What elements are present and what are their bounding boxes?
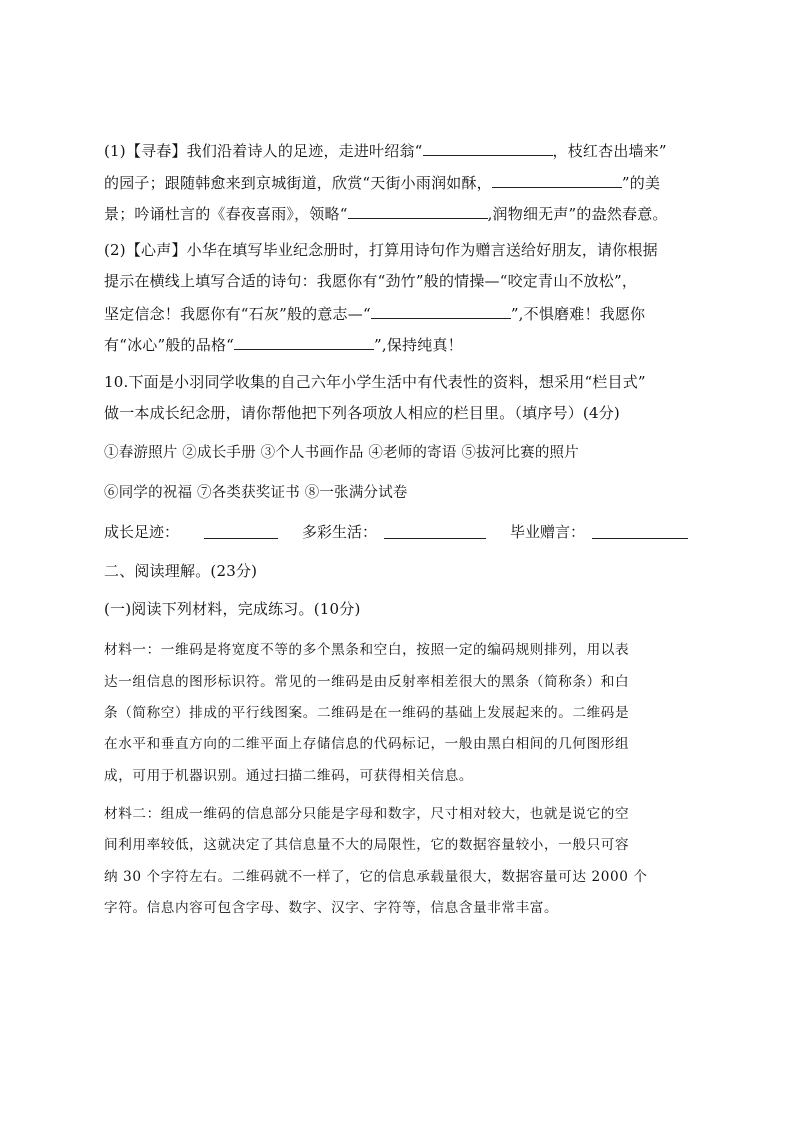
- col-label-growth: 成长足迹：: [104, 523, 180, 541]
- material1-line3: 条（简称空）排成的平行线图案。二维码是在一维码的基础上发展起来的。二维码是: [104, 705, 630, 721]
- material1-line2: 达一组信息的图形标识符。常见的一维码是由反射率相差很大的黑条（简称条）和白: [104, 674, 630, 690]
- col-label-graduation: 毕业赠言：: [510, 523, 586, 541]
- answer-blank[interactable]: [371, 303, 511, 319]
- material1-line5: 成，可用于机器识别。通过扫描二维码，可获得相关信息。: [104, 768, 474, 784]
- text-segment: ，枝红杏出墙来”: [552, 142, 667, 160]
- q9-part1-line2: [104, 172, 660, 193]
- answer-blank[interactable]: [423, 140, 553, 156]
- answer-blank[interactable]: [492, 172, 622, 188]
- text-segment: 景；吟诵杜言的《春夜喜雨》，领略“: [104, 205, 348, 223]
- sub-heading: (一)阅读下列材料，完成练习。(10分): [104, 600, 361, 618]
- material2-line1: 材料二：组成一维码的信息部分只能是字母和数字，尺寸相对较大，也就是说它的空: [104, 806, 630, 822]
- answer-blank-colorful-life[interactable]: [384, 538, 486, 539]
- material2-line3: 纳 30 个字符左右。二维码就不一样了，它的信息承载量很大，数据容量可达 2000 个: [104, 869, 648, 885]
- answer-blank-graduation[interactable]: [592, 538, 688, 539]
- text-segment: 的园子；跟随韩愈来到京城街道，欣赏“天街小雨润如酥，: [104, 174, 492, 192]
- answer-blank[interactable]: [348, 203, 488, 219]
- q9-part1-line1: [104, 140, 667, 161]
- text-segment: ”,不惧磨难！我愿你: [510, 305, 646, 323]
- q9-part2-line4: [104, 334, 463, 355]
- text-segment: ,润物细无声”的盎然春意。: [487, 205, 668, 223]
- material2-line2: 间利用率较低，这就决定了其信息量不大的局限性，它的数据容量较小，一般只可容: [104, 837, 630, 853]
- q10-options-line2: ⑥同学的祝福 ⑦各类获奖证书 ⑧一张满分试卷: [104, 485, 408, 501]
- text-segment: 有“冰心”般的品格“: [104, 336, 235, 354]
- material1-line4: 在水平和垂直方向的二维平面上存储信息的代码标记，一般由黑白相间的几何图形组: [104, 736, 630, 752]
- section-heading: 二、阅读理解。(23分): [104, 562, 258, 580]
- q10-line2: 做一本成长纪念册，请你帮他把下列各项放人相应的栏目里。（填序号）(4分): [104, 404, 620, 422]
- material2-line4: 字符。信息内容可包含字母、数字、汉字、字符等，信息含量非常丰富。: [104, 900, 559, 916]
- col-label-colorful-life: 多彩生活：: [302, 523, 378, 541]
- text-segment: 坚定信念！我愿你有“石灰”般的意志—“: [104, 305, 371, 323]
- q9-part1-line3: [104, 203, 668, 224]
- text-segment: (1)【寻春】我们沿着诗人的足迹，走进叶绍翁“: [104, 142, 423, 160]
- q10-line1: 10.下面是小羽同学收集的自己六年小学生活中有代表性的资料，想采用“栏目式”: [104, 373, 646, 391]
- answer-blank[interactable]: [234, 334, 374, 350]
- q9-part2-line1: (2)【心声】小华在填写毕业纪念册时，打算用诗句作为赠言送给好朋友，请你根据: [104, 241, 658, 259]
- q10-options-line1: ①春游照片 ②成长手册 ③个人书画作品 ④老师的寄语 ⑤拔河比赛的照片: [104, 445, 579, 461]
- q9-part2-line3: [104, 303, 645, 324]
- text-segment: ”,保持纯真！: [374, 336, 463, 354]
- q9-part2-line2: 提示在横线上填写合适的诗句：我愿你有“劲竹”般的情操—“咬定青山不放松”，: [104, 272, 638, 290]
- answer-blank-growth[interactable]: [204, 538, 278, 539]
- text-segment: ”的美: [621, 174, 661, 192]
- material1-line1: 材料一：一维码是将宽度不等的多个黑条和空白，按照一定的编码规则排列，用以表: [104, 642, 630, 658]
